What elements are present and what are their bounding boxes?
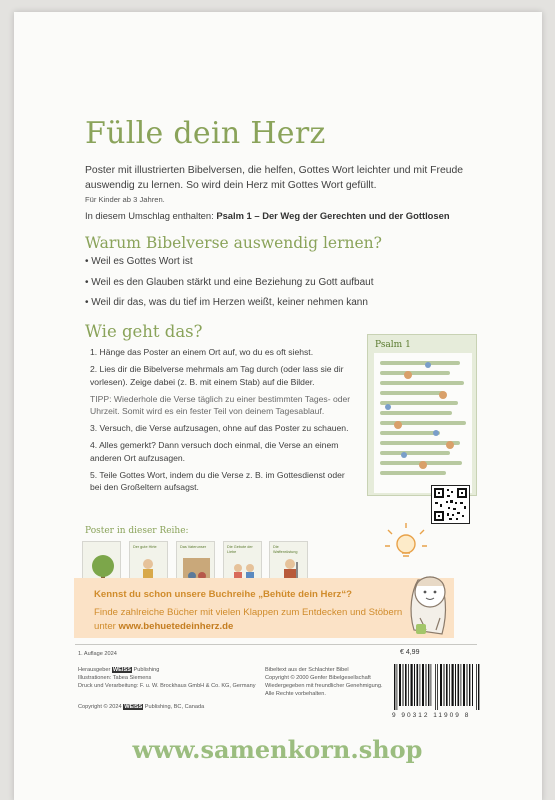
bible-credit-line: Alle Rechte vorbehalten. [265,691,326,697]
poster-preview [367,334,477,496]
banner-body: Finde zahlreiche Bücher mit vielen Klappen zum Entdecken und Stöbern unter [94,607,403,632]
publisher-logo: WEISS [124,704,143,710]
illustrations-credit: Illustrationen: Tabea Siemens [78,675,152,681]
bible-credit-line: Copyright © 2000 Genfer Bibelgesellschaft [265,675,371,681]
banner-headline: Kennst du schon unsere Buchreihe „Behüte dein Herz“? [94,589,353,600]
contents-line [85,210,505,221]
girl-lightbulb-illustration [380,520,460,645]
imprint-block [78,666,258,690]
why-list [85,256,505,318]
series-poster-title: Die Waffenrüstung [273,545,298,554]
banner-text [94,606,424,634]
series-poster-title: Das Vaterunser [180,545,207,549]
banner-url[interactable]: www.behuetedeinherz.de [118,621,234,632]
series-poster-title: Der gute Hirte [133,545,157,549]
intro-text: Poster mit illustrierten Bibelversen, die helfen, Gottes Wort leichter und mit Freude auswendig zu lernen. So wird dein Herz mit Gottes Wort gefüllt. [85,165,464,191]
why-heading: Warum Bibelverse auswendig lernen? [85,234,382,252]
page-title: Fülle dein Herz [85,116,326,151]
copyright-prefix: Copyright © 2024 [78,704,122,710]
step-item: 5. Teile Gottes Wort, indem du die Verse z. B. im Gottesdienst oder bei den Großeltern aufsagst. [90,469,345,492]
divider [75,644,477,645]
step-item: 2. Lies dir die Bibelverse mehrmals am Tag durch (oder lass sie dir vorlesen). Zeige dabei (z. B. mit einem Stab) auf die Bilder. [90,364,344,387]
qr-code-icon [432,486,469,523]
publisher-label: Herausgeber [78,667,111,673]
barcode [392,664,482,710]
bible-credit-line: Wiedergegeben mit freundlicher Genehmigung. [265,683,383,689]
why-item: • Weil dir das, was du tief im Herzen weißt, keiner nehmen kann [85,297,368,308]
website-watermark: www.samenkorn.shop [132,735,423,764]
publisher-line [78,666,258,674]
copyright-line [78,703,204,711]
how-steps [90,346,352,498]
age-note: Für Kinder ab 3 Jahren. [85,195,165,204]
price: € 4,99 [400,649,420,656]
step-item: 1. Hänge das Poster an einem Ort auf, wo du es oft siehst. [90,347,314,357]
print-credit: Druck und Verarbeitung: F. u. W. Brockhaus GmbH & Co. KG, Germany [78,683,256,689]
poster-preview-title: Psalm 1 [375,340,411,350]
tipp-note: TIPP: Wiederhole die Verse täglich zu einer bestimmten Tages- oder Uhrzeit. Somit wird es ein fester Teil von deinem Tagesablauf. [90,393,351,416]
series-heading: Poster in dieser Reihe: [85,526,189,536]
bible-credit [265,666,390,698]
poster-illustration [368,335,478,497]
step-item: 3. Versuch, die Verse aufzusagen, ohne auf das Poster zu schauen. [90,423,349,433]
publisher-suffix: Publishing [133,667,160,673]
edition-note: 1. Auflage 2024 [78,651,117,657]
barcode-number: 9 90312 11909 8 [392,712,471,719]
why-item: • Weil es Gottes Wort ist [85,256,193,267]
publisher-logo: WEISS [112,667,131,673]
series-poster-title: Die Gebote der Liebe [227,545,253,554]
copyright-suffix: Publishing, BC, Canada [144,704,205,710]
qr-code[interactable] [431,485,470,524]
bible-credit-line: Bibeltext aus der Schlachter Bibel [265,667,349,673]
contents-highlight: Psalm 1 – Der Weg der Gerechten und der Gottlosen [216,210,450,221]
contents-prefix: In diesem Umschlag enthalten: [85,210,217,221]
step-item: 4. Alles gemerkt? Dann versuch doch einmal, die Verse an einem anderen Ort aufzusagen. [90,440,339,463]
why-item: • Weil es den Glauben stärkt und eine Beziehung zu Gott aufbaut [85,276,374,288]
how-heading: Wie geht das? [85,322,203,341]
